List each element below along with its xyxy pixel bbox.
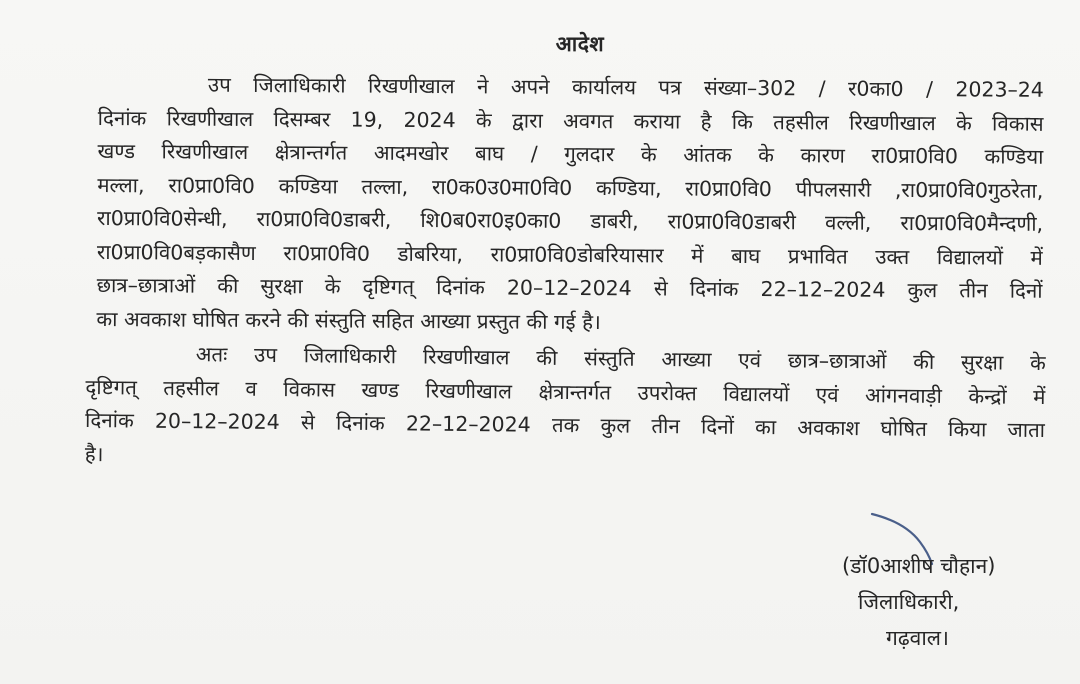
paragraph-1-line: खण्ड रिखणीखाल क्षेत्रान्तर्गत आदमखोर बाघ / गुलदार के आंतक के कारण रा0प्रा0वि0 कण्डिया [97,138,1044,169]
paragraph-2 [85,337,1046,481]
paragraph-1-line: छात्र–छात्राओं की सुरक्षा के दृष्टिगत् दिनांक 20–12–2024 से दिनांक 22–12–2024 कुल तीन दिनों [96,272,1043,303]
paragraph-2-line: दिनांक 20–12–2024 से दिनांक 22–12–2024 तक कुल तीन दिनों का अवकाश घोषित किया जाता [85,407,1046,443]
signatory-designation: जिलाधिकारी, [858,590,960,614]
signatory-name: (डॉ0आशीष चौहान) [842,554,996,578]
paragraph-1-line: मल्ला, रा0प्रा0वि0 कण्डिया तल्ला, रा0क0उ0मा0वि0 कण्डिया, रा0प्रा0वि0 पीपलसारी ,रा0प्रा0वि0गुठरेता, [97,172,1044,203]
order-title: आदेश [555,32,605,56]
paragraph-2-line: दृष्टिगत् तहसील व विकास खण्ड रिखणीखाल क्षेत्रान्तर्गत उपरोक्त विद्यालयों एवं आंगनवाड़ी केन्द्रों में [85,374,1046,409]
paragraph-1-line: रा0प्रा0वि0बड़कासैण रा0प्रा0वि0 डोबरिया, रा0प्रा0वि0डोबरियासार में बाघ प्रभावित उक्त विद्यालयों में [96,239,1043,270]
paragraph-2-line: है। [84,441,104,466]
paragraph-1-line: का अवकाश घोषित करने की संस्तुति सहित आख्या प्रस्तुत की गई है। [96,306,601,334]
paragraph-1-line: उप जिलाधिकारी रिखणीखाल ने अपने कार्यालय पत्र संख्या–302 / र0का0 / 2023–24 [207,72,1044,102]
signatory-location: गढ़वाल। [886,626,949,650]
paragraph-1-line: रा0प्रा0वि0सेन्धी, रा0प्रा0वि0डाबरी, शि0ब0रा0इ0का0 डाबरी, रा0प्रा0वि0डाबरी वल्ली, रा0प्रा0वि0मैन्दणी, [97,205,1044,236]
paragraph-1 [96,68,1044,342]
paragraph-1-line: दिनांक रिखणीखाल दिसम्बर 19, 2024 के द्वारा अवगत कराया है कि तहसील रिखणीखाल के विकास [97,105,1044,136]
paragraph-2-line: अतः उप जिलाधिकारी रिखणीखाल की संस्तुति आख्या एवं छात्र–छात्राओं की सुरक्षा के [195,342,1046,376]
signature-block [830,548,995,656]
